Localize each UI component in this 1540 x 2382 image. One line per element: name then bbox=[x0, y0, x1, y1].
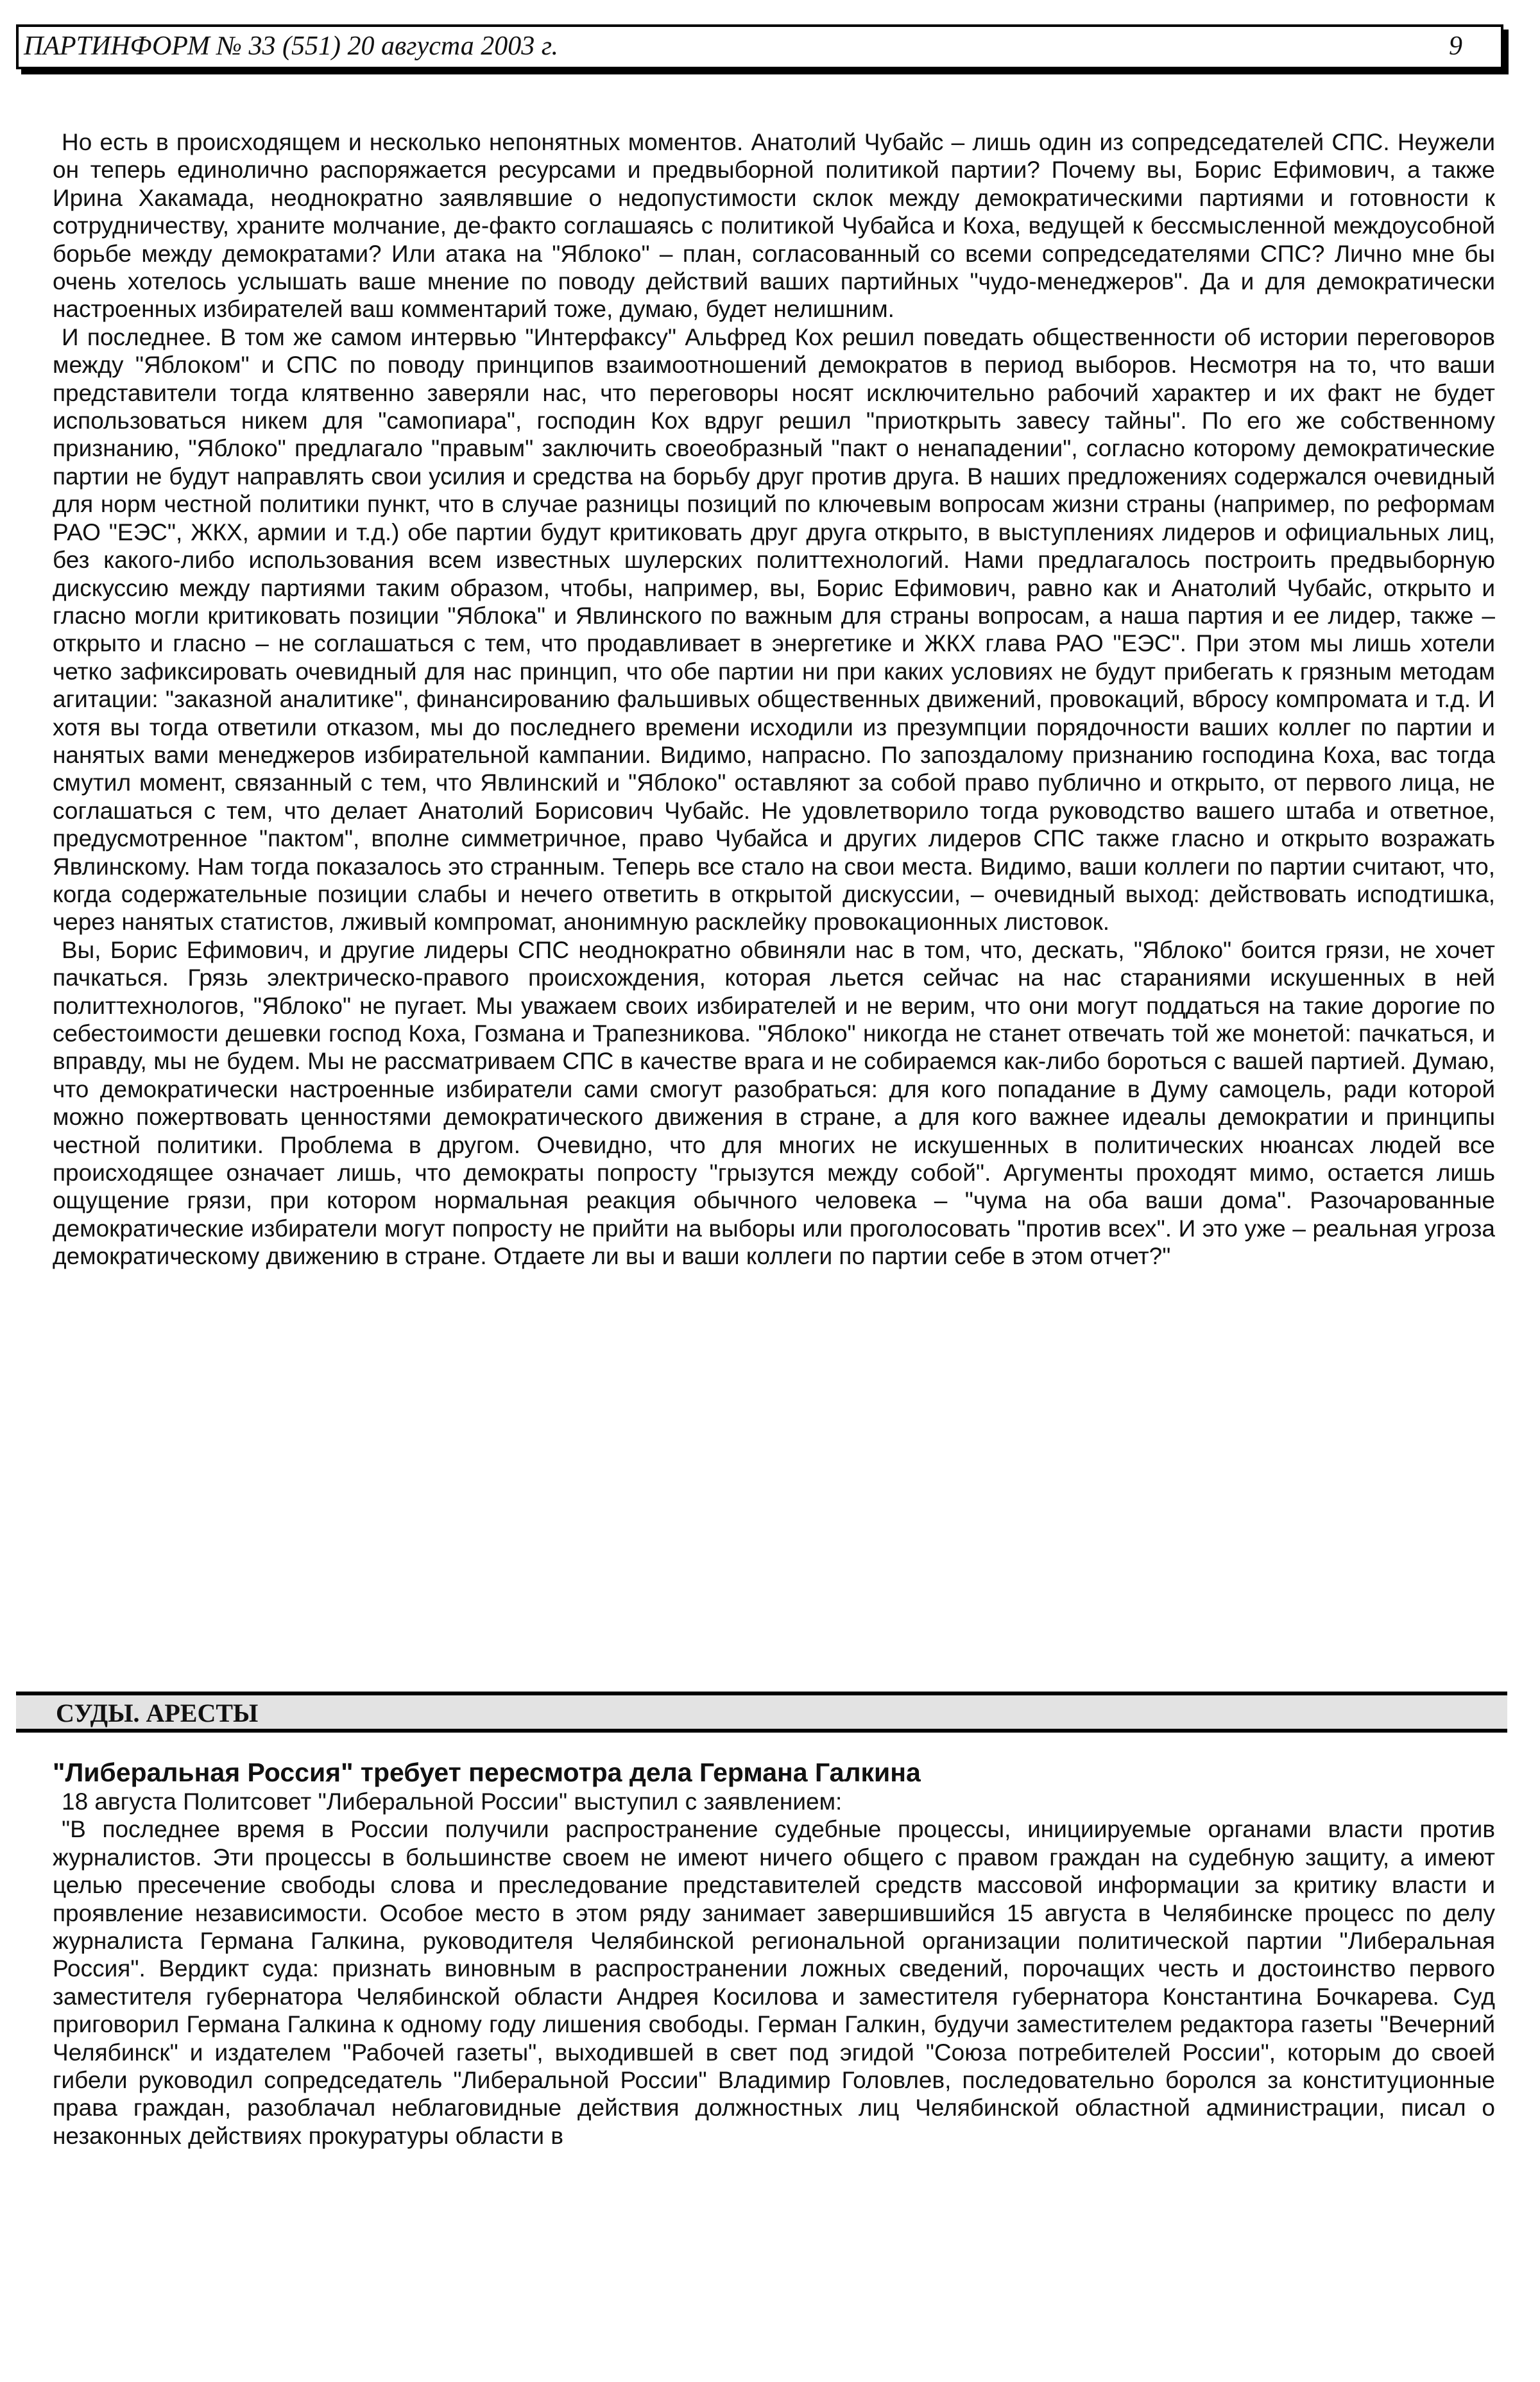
article-title: "Либеральная Россия" требует пересмотра дела Германа Галкина bbox=[53, 1758, 921, 1787]
letter-body bbox=[53, 128, 1495, 1271]
page-header bbox=[16, 24, 1503, 69]
article-text: "В последнее время в России получили распространение судебные процессы, инициируемые органами власти против журналистов. Эти процессы в большинстве своем не имеют ничего общего с правом граждан на судебную защиту, а имеют целью пресечение свободы слова и преследование представителей средств массовой информации за критику власти и проявление независимости. Особое место в этом ряду занимает завершившийся 15 августа в Челябинске процесс по делу журналиста Германа Галкина, руководителя Челябинской региональной организации политической партии "Либеральная Россия". Вердикт суда: признать виновным в распространении ложных сведений, порочащих честь и достоинство первого заместителя губернатора Челябинской области Андрея Косилова и заместителя губернатора Константина Бочкарева. Суд приговорил Германа Галкина к одному году лишения свободы. Герман Галкин, будучи заместителем редактора газеты "Вечерний Челябинск" и издателем "Рабочей газеты", выходившей в свет под эгидой "Союза потребителей России", которым до своей гибели руководил сопредседатель "Либеральной России" Владимир Головлев, последовательно боролся за конституционные права граждан, разоблачал неблаговидные действия должностных лиц Челябинской областной администрации, писал о незаконных действиях прокуратуры области в bbox=[53, 1816, 1495, 2149]
paragraph: Но есть в происходящем и несколько непонятных моментов. Анатолий Чубайс – лишь один из сопредседателей СПС. Неужели он теперь единолично распоряжается ресурсами и предвыборной политикой партии? Почему вы, Борис Ефимович, а также Ирина Хакамада, неоднократно заявлявшие о недопустимости склок между демократическими партиями и готовности к сотрудничеству, храните молчание, де-факто соглашаясь с политикой Чубайса и Коха, ведущей к бессмысленной междоусобной борьбе между демократами? Или атака на "Яблоко" – план, согласованный со всеми сопредседателями СПС? Лично мне бы очень хотелось услышать ваше мнение по поводу действий ваших партийных "чудо-менеджеров". Да и для демократически настроенных избирателей ваш комментарий тоже, думаю, будет нелишним. bbox=[53, 129, 1495, 323]
paragraph: Вы, Борис Ефимович, и другие лидеры СПС неоднократно обвиняли нас в том, что, дескать, "Яблоко" боится грязи, не хочет пачкаться. Грязь электрическо-правого происхождения, которая льется сейчас на нас стараниями искушенных в ней политтехнологов, "Яблоко" не пугает. Мы уважаем своих избирателей и не верим, что они могут поддаться на такие дорогие по себестоимости дешевки господ Коха, Гозмана и Трапезникова. "Яблоко" никогда не станет отвечать той же монетой: пачкаться, и вправду, мы не будем. Мы не рассматриваем СПС в качестве врага и не собираемся как-либо бороться с вашей партией. Думаю, что демократически настроенные избиратели сами смогут разобраться: для кого попадание в Думу самоцель, ради которой можно пожертвовать ценностями демократического движения в стране, а для кого важнее идеалы демократии и принципы честной политики. Проблема в другом. Очевидно, что для многих не искушенных в политических нюансах людей все происходящее означает лишь, что демократы попросту "грызутся между собой". Аргументы проходят мимо, остается лишь ощущение грязи, при котором нормальная реакция обычного человека – "чума на оба ваши дома". Разочарованные демократические избиратели могут попросту не прийти на выборы или проголосовать "против всех". И это уже – реальная угроза демократическому движению в стране. Отдаете ли вы и ваши коллеги по партии себе в этом отчет?" bbox=[53, 936, 1495, 1270]
section-header bbox=[16, 1692, 1507, 1733]
page-number: 9 bbox=[1449, 31, 1462, 61]
paragraph: И последнее. В том же самом интервью "Интерфаксу" Альфред Кох решил поведать общественности об истории переговоров между "Яблоком" и СПС по поводу принципов взаимоотношений демократов в период выборов. Несмотря на то, что ваши представители тогда клятвенно заверяли нас, что переговоры носят исключительно рабочий характер и их факт не будет использоваться никем для "самопиара", господин Кох вдруг решил "приоткрыть завесу тайны". По его же собственному признанию, "Яблоко" предлагало "правым" заключить своеобразный "пакт о ненападении", согласно которому демократические партии не будут направлять свои усилия и средства на борьбу друг против друга. В наших предложениях содержался очевидный для норм честной политики пункт, что в случае разницы позиций по ключевым вопросам жизни страны (например, по реформам РАО "ЕЭС", ЖКХ, армии и т.д.) обе партии будут критиковать друг друга открыто, в выступлениях лидеров и официальных лиц, без какого-либо использования всем известных шулерских политтехнологий. Нами предлагалось построить предвыборную дискуссию между партиями таким образом, чтобы, например, вы, Борис Ефимович, равно как и Анатолий Чубайс, открыто и гласно могли критиковать позиции "Яблока" и Явлинского по важным для страны вопросам, а наша партия и ее лидер, также – открыто и гласно – не соглашаться с тем, что продавливает в энергетике и ЖКХ глава РАО "ЕЭС". При этом мы лишь хотели четко зафиксировать очевидный для нас принцип, что обе партии ни при каких условиях не будут прибегать к грязным методам агитации: "заказной аналитике", финансированию фальшивых общественных движений, провокаций, вбросу компромата и т.д. И хотя вы тогда ответили отказом, мы до последнего времени исходили из презумпции порядочности ваших коллег по партии и нанятых вами менеджеров избирательной кампании. Видимо, напрасно. По запоздалому признанию господина Коха, вас тогда смутил момент, связанный с тем, что Явлинский и "Яблоко" оставляют за собой право публично и открыто, от первого лица, не соглашаться с тем, что делает Анатолий Борисович Чубайс. Не удовлетворило тогда руководство вашего штаба и ответное, предусмотренное "пактом", вполне симметричное, право Чубайса и других лидеров СПС также гласно и открыто возражать Явлинскому. Нам тогда показалось это странным. Теперь все стало на свои места. Видимо, ваши коллеги по партии считают, что, когда содержательные позиции слабы и нечего ответить в открытой дискуссии, – очевидный выход: действовать исподтишка, через нанятых статистов, лживый компромат, анонимную расклейку провокационных листовок. bbox=[53, 323, 1495, 936]
article bbox=[53, 1757, 1495, 2150]
article-lead: 18 августа Политсовет "Либеральной России" выступил с заявлением: bbox=[62, 1788, 843, 1815]
section-title: СУДЫ. АРЕСТЫ bbox=[56, 1699, 259, 1727]
publication-title: ПАРТИНФОРМ № 33 (551) 20 августа 2003 г. bbox=[24, 31, 559, 61]
